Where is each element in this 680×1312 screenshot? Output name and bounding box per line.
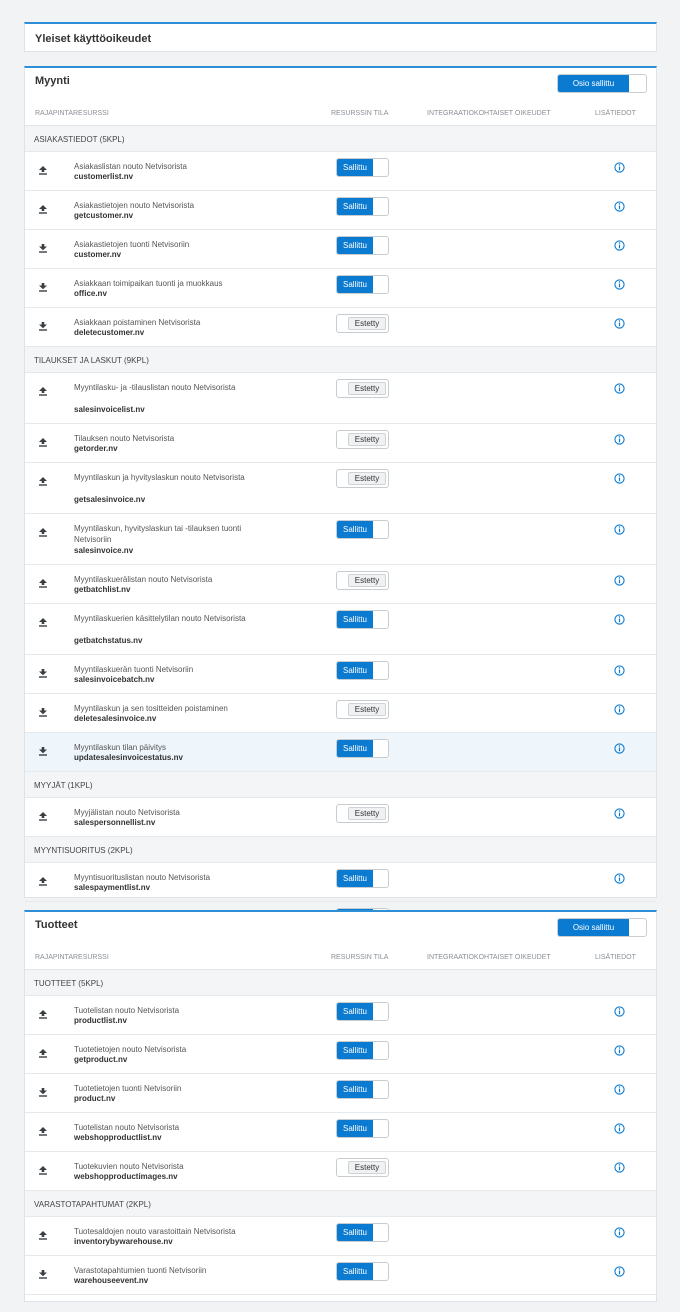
resource-row (25, 655, 656, 694)
resource-state-toggle[interactable] (336, 275, 389, 294)
general-permissions-panel (24, 22, 657, 52)
upload-icon (38, 524, 48, 534)
resource-filename: deletesalesinvoice.nv (74, 714, 157, 723)
category-row (25, 772, 656, 798)
resource-filename: salesinvoicebatch.nv (74, 675, 155, 684)
resource-description: Myyntilaskun tilan päivitys (74, 743, 167, 752)
resource-state-toggle[interactable] (336, 1041, 389, 1060)
upload-icon (38, 1123, 48, 1133)
resource-description: Asiakkaan poistaminen Netvisorista (74, 318, 201, 327)
resource-row (25, 733, 656, 772)
col-resource: RAJAPINTARESURSSI (35, 110, 109, 117)
resource-row (25, 230, 656, 269)
resource-filename: deletecustomer.nv (74, 328, 145, 337)
download-icon (38, 743, 48, 753)
resource-state-toggle[interactable] (336, 1158, 389, 1177)
section-tuotteet (24, 910, 657, 1302)
resource-description: Asiakastietojen nouto Netvisorista (74, 201, 195, 210)
resource-description: Myyntisuorituslistan nouto Netvisorista (74, 873, 211, 882)
upload-icon (38, 201, 48, 211)
resource-filename: customer.nv (74, 250, 122, 259)
col-integration: INTEGRAATIOKOHTAISET OIKEUDET (427, 954, 551, 961)
resource-state-toggle[interactable] (336, 469, 389, 488)
resource-state-label: Estetty (348, 703, 386, 716)
category-label: TUOTTEET (5KPL) (34, 979, 104, 988)
resource-state-label: Sallittu (337, 521, 373, 538)
category-row (25, 1191, 656, 1217)
resource-state-label: Estetty (348, 574, 386, 587)
resource-row (25, 463, 656, 514)
resource-state-label: Estetty (348, 433, 386, 446)
resource-state-label: Estetty (348, 807, 386, 820)
resource-description: Myyntilaskun, hyvityslaskun tai -tilauksen tuonti Netvisoriin (74, 524, 242, 544)
resource-filename: customerlist.nv (74, 172, 134, 181)
resource-description: Tuotelistan nouto Netvisorista (74, 1123, 180, 1132)
info-icon[interactable] (614, 871, 625, 882)
resource-row (25, 424, 656, 463)
resource-state-toggle[interactable] (336, 236, 389, 255)
resource-filename: salespersonnellist.nv (74, 818, 156, 827)
info-icon[interactable] (614, 277, 625, 288)
download-icon (38, 279, 48, 289)
info-icon[interactable] (614, 1160, 625, 1171)
section-toggle-label: Osio sallittu (558, 75, 629, 92)
category-label: VARASTOTAPAHTUMAT (2KPL) (34, 1200, 151, 1209)
resource-row (25, 514, 656, 565)
resource-filename: getsalesinvoice.nv (74, 495, 146, 504)
col-state: RESURSSIN TILA (331, 110, 389, 117)
upload-icon (38, 614, 48, 624)
resource-state-label: Estetty (348, 317, 386, 330)
resource-row (25, 373, 656, 424)
info-icon[interactable] (614, 1004, 625, 1015)
column-headers (25, 946, 656, 970)
resource-state-label: Sallittu (337, 870, 373, 887)
section-toggle-label: Osio sallittu (558, 919, 629, 936)
resource-row (25, 996, 656, 1035)
info-icon[interactable] (614, 612, 625, 623)
info-icon[interactable] (614, 432, 625, 443)
section-header (25, 68, 656, 96)
resource-row (25, 565, 656, 604)
resource-filename: updatesalesinvoicestatus.nv (74, 753, 183, 762)
resource-state-toggle[interactable] (336, 571, 389, 590)
resource-filename: getproduct.nv (74, 1055, 128, 1064)
download-icon (38, 704, 48, 714)
resource-state-label: Sallittu (337, 1042, 373, 1059)
resource-description: Varastotapahtumien tuonti Netvisoriin (74, 1266, 207, 1275)
category-label: MYYJÄT (1KPL) (34, 781, 93, 790)
info-icon[interactable] (614, 573, 625, 584)
resource-state-toggle[interactable] (336, 1119, 389, 1138)
resource-state-label: Sallittu (337, 740, 373, 757)
info-icon[interactable] (614, 1043, 625, 1054)
resource-state-label: Sallittu (337, 159, 373, 176)
section-title: Myynti (35, 75, 70, 87)
column-headers (25, 102, 656, 126)
resource-row (25, 694, 656, 733)
resource-description: Myyntilaskun ja sen tositteiden poistaminen (74, 704, 228, 713)
info-icon[interactable] (614, 1264, 625, 1275)
resource-description: Myyjälistan nouto Netvisorista (74, 808, 180, 817)
resource-row (25, 152, 656, 191)
resource-state-toggle[interactable] (336, 430, 389, 449)
info-icon[interactable] (614, 381, 625, 392)
download-icon (38, 1084, 48, 1094)
resource-row (25, 1256, 656, 1295)
resource-filename: webshopproductlist.nv (74, 1133, 162, 1142)
resource-filename: webshopproductimages.nv (74, 1172, 178, 1181)
upload-icon (38, 1227, 48, 1237)
upload-icon (38, 873, 48, 883)
resource-state-label: Estetty (348, 1161, 386, 1174)
info-icon[interactable] (614, 1082, 625, 1093)
section-allowed-toggle[interactable] (557, 74, 647, 93)
info-icon[interactable] (614, 238, 625, 249)
resource-description: Tuotelistan nouto Netvisorista (74, 1006, 180, 1015)
download-icon (38, 665, 48, 675)
resource-state-toggle[interactable] (336, 379, 389, 398)
section-header (25, 912, 656, 940)
category-label: MYYNTISUORITUS (2KPL) (34, 846, 133, 855)
info-icon[interactable] (614, 199, 625, 210)
col-resource: RAJAPINTARESURSSI (35, 954, 109, 961)
resource-description: Asiakkaan toimipaikan tuonti ja muokkaus (74, 279, 223, 288)
resource-row (25, 269, 656, 308)
resource-description: Myyntilaskuerien käsittelytilan nouto Netvisorista (74, 614, 246, 623)
info-icon[interactable] (614, 1225, 625, 1236)
resource-row (25, 798, 656, 837)
info-icon[interactable] (614, 316, 625, 327)
resource-state-label: Sallittu (337, 662, 373, 679)
resource-filename: inventorybywarehouse.nv (74, 1237, 173, 1246)
resource-state-label: Sallittu (337, 611, 373, 628)
resource-description: Myyntilasku- ja -tilauslistan nouto Netvisorista (74, 383, 236, 392)
resource-row (25, 1113, 656, 1152)
upload-icon (38, 1162, 48, 1172)
resource-state-label: Sallittu (337, 276, 373, 293)
resource-description: Asiakaslistan nouto Netvisorista (74, 162, 187, 171)
resource-state-label: Sallittu (337, 198, 373, 215)
info-icon[interactable] (614, 741, 625, 752)
col-state: RESURSSIN TILA (331, 954, 389, 961)
upload-icon (38, 808, 48, 818)
info-icon[interactable] (614, 471, 625, 482)
resource-row (25, 863, 656, 902)
resource-state-toggle[interactable] (336, 314, 389, 333)
info-icon[interactable] (614, 522, 625, 533)
info-icon[interactable] (614, 663, 625, 674)
resource-filename: product.nv (74, 1094, 116, 1103)
upload-icon (38, 383, 48, 393)
category-row (25, 837, 656, 863)
resource-state-toggle[interactable] (336, 610, 389, 629)
download-icon (38, 240, 48, 250)
resource-description: Tuotetietojen tuonti Netvisoriin (74, 1084, 182, 1093)
category-row (25, 347, 656, 373)
general-permissions-title: Yleiset käyttöoikeudet (35, 33, 152, 45)
resource-description: Myyntilaskun ja hyvityslaskun nouto Netvisorista (74, 473, 245, 482)
resource-row (25, 191, 656, 230)
resource-filename: getorder.nv (74, 444, 118, 453)
col-integration: INTEGRAATIOKOHTAISET OIKEUDET (427, 110, 551, 117)
resource-row (25, 308, 656, 347)
category-row (25, 126, 656, 152)
resource-description: Tuotetietojen nouto Netvisorista (74, 1045, 187, 1054)
resource-row (25, 604, 656, 655)
resource-state-label: Sallittu (337, 1120, 373, 1137)
resource-state-toggle[interactable] (336, 158, 389, 177)
resource-description: Tuotesaldojen nouto varastoittain Netvisorista (74, 1227, 236, 1236)
col-info: LISÄTIEDOT (595, 110, 636, 117)
resource-state-toggle[interactable] (336, 869, 389, 888)
resource-filename: office.nv (74, 289, 107, 298)
resource-state-toggle[interactable] (336, 661, 389, 680)
resource-state-label: Sallittu (337, 237, 373, 254)
upload-icon (38, 162, 48, 172)
upload-icon (38, 473, 48, 483)
resource-description: Asiakastietojen tuonti Netvisoriin (74, 240, 190, 249)
info-icon[interactable] (614, 702, 625, 713)
upload-icon (38, 434, 48, 444)
resource-state-toggle[interactable] (336, 700, 389, 719)
resource-state-label: Sallittu (337, 1081, 373, 1098)
resource-filename: getcustomer.nv (74, 211, 134, 220)
info-icon[interactable] (614, 806, 625, 817)
section-myynti (24, 66, 657, 898)
resource-state-label: Estetty (348, 472, 386, 485)
section-allowed-toggle[interactable] (557, 918, 647, 937)
resource-state-toggle[interactable] (336, 1223, 389, 1242)
resource-filename: getbatchstatus.nv (74, 636, 143, 645)
info-icon[interactable] (614, 1121, 625, 1132)
resource-description: Tuotekuvien nouto Netvisorista (74, 1162, 184, 1171)
resource-state-label: Sallittu (337, 1263, 373, 1280)
download-icon (38, 318, 48, 328)
resource-filename: getbatchlist.nv (74, 585, 131, 594)
info-icon[interactable] (614, 160, 625, 171)
resource-state-label: Sallittu (337, 1224, 373, 1241)
resource-description: Tilauksen nouto Netvisorista (74, 434, 175, 443)
resource-state-label: Sallittu (337, 1003, 373, 1020)
resource-filename: productlist.nv (74, 1016, 127, 1025)
category-label: ASIAKASTIEDOT (5KPL) (34, 135, 125, 144)
resource-filename: warehouseevent.nv (74, 1276, 149, 1285)
resource-description: Myyntilaskuerälistan nouto Netvisorista (74, 575, 213, 584)
resource-row (25, 1152, 656, 1191)
upload-icon (38, 1045, 48, 1055)
resource-state-toggle[interactable] (336, 1262, 389, 1281)
category-label: TILAUKSET JA LASKUT (9KPL) (34, 356, 149, 365)
resource-description: Myyntilaskuerän tuonti Netvisoriin (74, 665, 194, 674)
resource-filename: salesinvoice.nv (74, 546, 134, 555)
resource-filename: salesinvoicelist.nv (74, 405, 145, 414)
section-title: Tuotteet (35, 919, 78, 931)
upload-icon (38, 575, 48, 585)
resource-state-toggle[interactable] (336, 1002, 389, 1021)
col-info: LISÄTIEDOT (595, 954, 636, 961)
resource-state-label: Estetty (348, 382, 386, 395)
upload-icon (38, 1006, 48, 1016)
resource-row (25, 1035, 656, 1074)
resource-row (25, 1217, 656, 1256)
category-row (25, 970, 656, 996)
download-icon (38, 1266, 48, 1276)
resource-state-toggle[interactable] (336, 804, 389, 823)
resource-filename: salespaymentlist.nv (74, 883, 151, 892)
resource-state-toggle[interactable] (336, 739, 389, 758)
resource-state-toggle[interactable] (336, 197, 389, 216)
resource-state-toggle[interactable] (336, 1080, 389, 1099)
resource-state-toggle[interactable] (336, 520, 389, 539)
resource-row (25, 1074, 656, 1113)
